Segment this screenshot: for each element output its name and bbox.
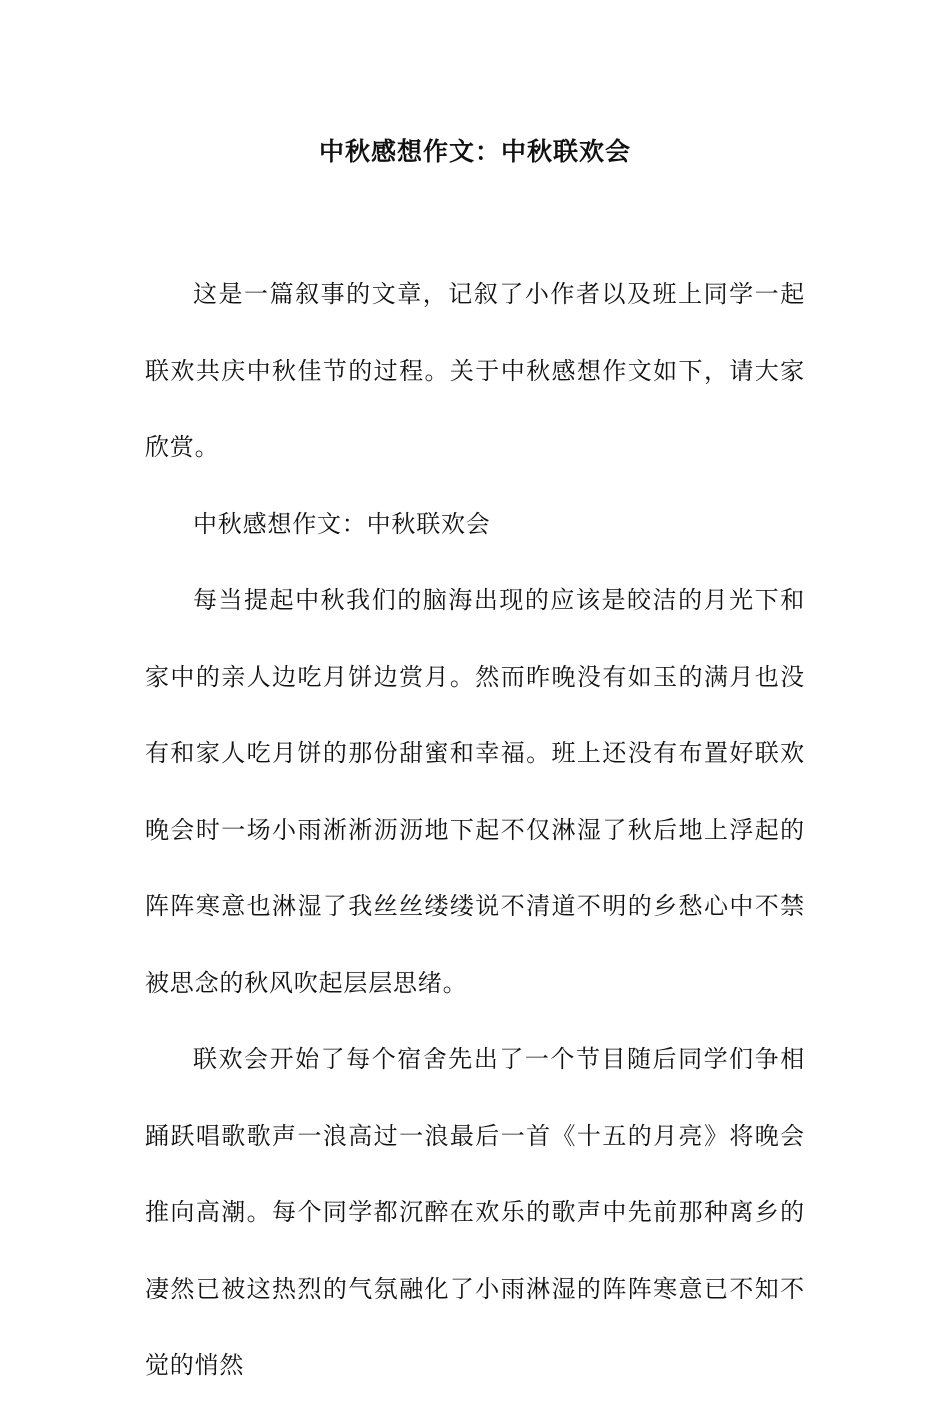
paragraph-mid-autumn-memories: 每当提起中秋我们的脑海出现的应该是皎洁的月光下和家中的亲人边吃月饼边赏月。然而昨晚没有如玉的满月也没有和家人吃月饼的那份甜蜜和幸福。班上还没有布置好联欢晚会时一场小雨淅淅沥沥地下起不仅淋湿了秋后地上浮起的阵阵寒意也淋湿了我丝丝缕缕说不清道不明的乡愁心中不禁被思念的秋风吹起层层思绪。: [145, 586, 805, 997]
document-title: 中秋感想作文：中秋联欢会: [318, 137, 631, 166]
paragraph-subtitle: 中秋感想作文：中秋联欢会: [193, 509, 491, 538]
paragraph-intro: 这是一篇叙事的文章，记叙了小作者以及班上同学一起联欢共庆中秋佳节的过程。关于中秋感想作文如下，请大家欣赏。: [145, 280, 805, 461]
document-body: [145, 256, 805, 1404]
paragraph-party-begins: 联欢会开始了每个宿舍先出了一个节目随后同学们争相踊跃唱歌歌声一浪高过一浪最后一首《十五的月亮》将晚会推向高潮。每个同学都沉醉在欢乐的歌声中先前那种离乡的凄然已被这热烈的气氛融化了小雨淋湿的阵阵寒意已不知不觉的悄然: [145, 1045, 805, 1379]
